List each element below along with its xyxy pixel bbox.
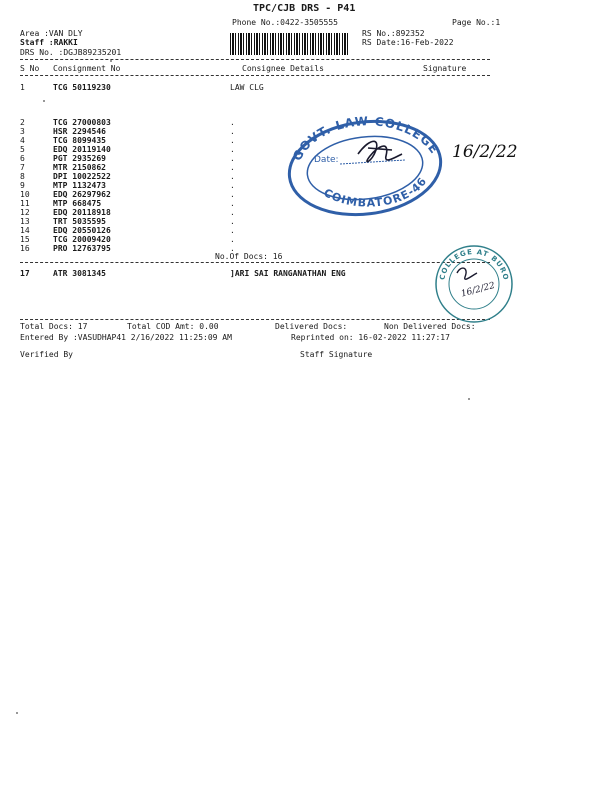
page-number: Page No.:1 [452, 18, 501, 27]
stamp-date-label: Date: [314, 155, 339, 165]
row-consignee: . [230, 145, 235, 154]
row-consignment-no: PRO 12763795 [53, 244, 111, 253]
row-sno: 1 [20, 83, 25, 92]
row-consignee: . [230, 118, 235, 127]
rs-date: RS Date:16-Feb-2022 [362, 38, 454, 47]
row-consignment-no: EDQ 20550126 [53, 226, 111, 235]
row-consignment-no: TRT 5035595 [53, 217, 106, 226]
divider [20, 75, 490, 76]
row-sno: 11 [20, 199, 30, 208]
row-consignment-no: EDQ 20119140 [53, 145, 111, 154]
round-stamp-text: COLLEGE AT BURO [438, 247, 510, 282]
svg-text:COLLEGE AT BURO [438, 248, 510, 281]
row-consignment-no: MTP 1132473 [53, 181, 106, 190]
row-sno: 16 [20, 244, 30, 253]
row-consignment-no: ATR 3081345 [53, 269, 106, 278]
reprinted-on: Reprinted on: 16-02-2022 11:27:17 [291, 333, 450, 342]
row-consignment-no: HSR 2294546 [53, 127, 106, 136]
scan-speck [110, 60, 112, 62]
row-consignment-no: MTP 668475 [53, 199, 102, 208]
area-field: Area :VAN DLY [20, 29, 83, 38]
phone-number: Phone No.:0422-3505555 [232, 18, 338, 27]
row-consignment-no: TCG 20009420 [53, 235, 111, 244]
row-consignment-no: EDQ 26297962 [53, 190, 111, 199]
row-consignment-no: TCG 8099435 [53, 136, 106, 145]
row-consignment-no: MTR 2150862 [53, 163, 106, 172]
delivered-docs: Delivered Docs: [275, 322, 348, 331]
row-sno: 5 [20, 145, 25, 154]
row-consignee: . [230, 199, 235, 208]
stamp-top-text: GOVT. LAW COLLEGE [289, 114, 442, 164]
barcode [230, 33, 348, 55]
row-sno: 8 [20, 172, 25, 181]
svg-text:GOVT. LAW COLLEGE [290, 114, 442, 163]
row-consignment-no: DPI 10022522 [53, 172, 111, 181]
non-delivered-docs: Non Delivered Docs: [384, 322, 476, 331]
stamp-bottom-text: COIMBATORE-46 [321, 174, 430, 210]
row-sno: 12 [20, 208, 30, 217]
row-consignment-no: TCG 27000803 [53, 118, 111, 127]
divider [20, 59, 490, 60]
row-sno: 3 [20, 127, 25, 136]
total-cod-amount: Total COD Amt: 0.00 [127, 322, 219, 331]
divider [20, 319, 490, 320]
row-sno: 6 [20, 154, 25, 163]
row-consignee: . [230, 226, 235, 235]
row-sno: 7 [20, 163, 25, 172]
row-consignee: . [230, 181, 235, 190]
column-header-consignee: Consignee Details [242, 64, 324, 73]
docs-count: No.Of Docs: 16 [215, 252, 283, 261]
row-consignment-no: TCG 50119230 [53, 83, 111, 92]
column-header-consignment: Consignment No [53, 64, 121, 73]
row-consignee: . [230, 172, 235, 181]
row-consignee: . [230, 244, 235, 253]
row-consignee: . [230, 154, 235, 163]
round-stamp-handwriting: 16/2/22 [460, 280, 497, 300]
row-sno: 13 [20, 217, 30, 226]
drs-number: DRS No. :DGJB89235201 [20, 48, 122, 57]
row-consignee: . [230, 190, 235, 199]
row-sno: 9 [20, 181, 25, 190]
handwritten-signature [358, 141, 402, 161]
scan-speck [43, 100, 45, 102]
row-consignee: . [230, 127, 235, 136]
divider [20, 262, 490, 263]
row-sno: 10 [20, 190, 30, 199]
verified-by: Verified By [20, 350, 73, 359]
row-consignee: . [230, 163, 235, 172]
row-consignee: . [230, 136, 235, 145]
row-consignee: LAW CLG [230, 83, 264, 92]
row-sno: 17 [20, 269, 30, 278]
column-header-sno: S No [20, 64, 40, 73]
row-consignment-no: EDQ 20118918 [53, 208, 111, 217]
row-sno: 14 [20, 226, 30, 235]
rs-number: RS No.:892352 [362, 29, 425, 38]
row-consignee: . [230, 208, 235, 217]
scan-speck [16, 712, 18, 714]
staff-signature-label: Staff Signature [300, 350, 373, 359]
row-consignment-no: PGT 2935269 [53, 154, 106, 163]
row-consignee: . [230, 217, 235, 226]
row-sno: 2 [20, 118, 25, 127]
row-consignee: ]ARI SAI RANGANATHAN ENG [230, 269, 346, 278]
row-consignee: . [230, 235, 235, 244]
scan-speck [468, 398, 470, 400]
column-header-signature: Signature [423, 64, 467, 73]
row-sno: 15 [20, 235, 30, 244]
document-title: TPC/CJB DRS - P41 [253, 3, 356, 14]
row-sno: 4 [20, 136, 25, 145]
staff-field: Staff :RAKKI [20, 38, 78, 47]
entered-by: Entered By :VASUDHAP41 2/16/2022 11:25:09 AM [20, 333, 232, 342]
handwritten-date: 16/2/22 [452, 142, 518, 162]
total-docs: Total Docs: 17 [20, 322, 88, 331]
